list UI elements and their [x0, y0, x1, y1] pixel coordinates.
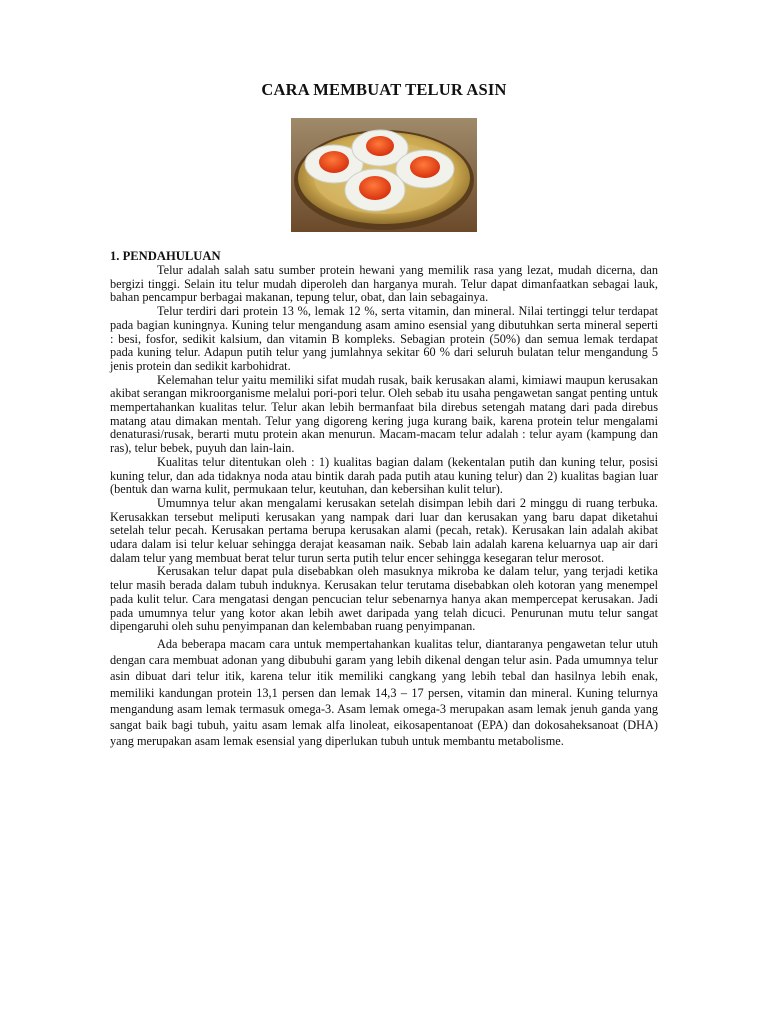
paragraph: Kualitas telur ditentukan oleh : 1) kualitas bagian dalam (kekentalan putih dan kuning telur, posisi kuning telur, dan ada tidaknya noda atau bintik darah pada putih atau kuning telur) dan 2) kualitas bagian luar (bentuk dan warna kulit, permukaan telur, keutuhan, dan kebersihan kulit telur). [110, 454, 658, 497]
paragraph: Kelemahan telur yaitu memiliki sifat mudah rusak, baik kerusakan alami, kimiawi maupun kerusakan akibat serangan mikroorganisme melalui pori-pori telur. Oleh sebab itu usaha pengawetan sangat penting untuk mempertahankan kualitas telur. Telur akan lebih bermanfaat bila direbus setengah matang dari pada direbus matang atau dimakan mentah. Telur yang digoreng kering juga kurang baik, karena protein telur mengalami denaturasi/rusak, berarti mutu protein akan menurun. Macam-macam telur adalah : telur ayam (kampung dan ras), telur bebek, puyuh dan lain-lain. [110, 372, 658, 456]
paragraph: Umumnya telur akan mengalami kerusakan setelah disimpan lebih dari 2 minggu di ruang terbuka. Kerusakkan tersebut meliputi kerusakan yang nampak dari luar dan kerusakan yang baru dapat diketahui setelah telur pecah. Kerusakan pertama berupa kerusakan alami (pecah, retak). Kerusakan lain adalah akibat udara dalam isi telur keluar sehingga derajat keasaman naik. Sebab lain adalah karena keluarnya uap air dari dalam telur yang membuat berat telur turun serta putih telur encer sehingga kesegaran telur merosot. [110, 495, 658, 565]
paragraph: Kerusakan telur dapat pula disebabkan oleh masuknya mikroba ke dalam telur, yang terjadi ketika telur masih berada dalam tubuh induknya. Kerusakan telur terutama disebabkan oleh kotoran yang menempel pada kulit telur. Cara mengatasi dengan pencucian telur sebenarnya hanya akan mempercepat kerusakan. Jadi pada umumnya telur yang kotor akan lebih awet daripada yang telah dicuci. Penurunan mutu telur sangat dipengaruhi oleh suhu penyimpanan dan kelembaban ruang penyimpanan. [110, 564, 658, 634]
document-body [110, 264, 658, 749]
document-title: CARA MEMBUAT TELUR ASIN [261, 80, 507, 99]
salted-egg-photo [291, 118, 477, 232]
paragraph: Ada beberapa macam cara untuk mempertahankan kualitas telur, diantaranya pengawetan telur utuh dengan cara membuat adonan yang dibubuhi garam yang lebih dikenal dengan telur asin. Pada umumnya telur asin dibuat dari telur itik, karena telur itik memiliki cangkang yang lebih tebal dan hasilnya lebih enak, memiliki kandungan protein 13,1 persen dan lemak 14,3 – 17 persen, vitamin dan mineral. Kuning telurnya mengandung asam lemak termasuk omega-3. Asam lemak omega-3 merupakan asam lemak jenuh ganda yang sangat baik bagi tubuh, yaitu asam lemak alfa linoleat, eikosapentanoat (EPA) dan dokosaheksanoat (DHA) yang merupakan asam lemak esensial yang diperlukan tubuh untuk membantu metabolisme. [110, 636, 658, 749]
section-heading: 1. PENDAHULUAN [110, 249, 221, 263]
paragraph: Telur terdiri dari protein 13 %, lemak 12 %, serta vitamin, dan mineral. Nilai tertinggi telur terdapat pada bagian kuningnya. Kuning telur mengandung asam amino esensial yang dibutuhkan serta mineral seperti : besi, fosfor, sedikit kalsium, dan vitamin B kompleks. Sebagian protein (50%) dan semua lemak terdapat pada kuning telur. Adapun putih telur yang jumlahnya sekitar 60 % dari seluruh bulatan telur mengandung 5 jenis protein dan sedikit karbohidrat. [110, 304, 658, 373]
paragraph: Telur adalah salah satu sumber protein hewani yang memilik rasa yang lezat, mudah dicerna, dan bergizi tinggi. Selain itu telur mudah diperoleh dan harganya murah. Telur dapat dimanfaatkan sebagai lauk, bahan pencampur berbagai makanan, tepung telur, obat, dan lain sebagainya. [110, 263, 658, 305]
